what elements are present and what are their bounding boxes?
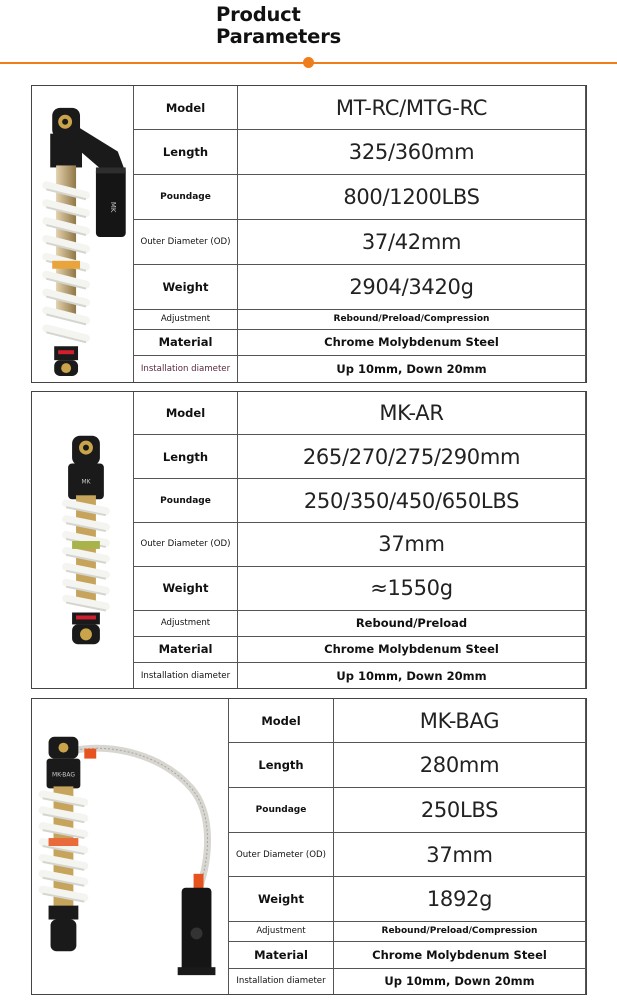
spec-value: 2904/3420g (238, 264, 586, 309)
spec-label: Outer Diameter (OD) (134, 522, 238, 566)
spec-row (134, 175, 586, 220)
product-photo-shock-piggyback (32, 86, 136, 382)
spec-label: Installation diameter (134, 356, 238, 382)
spec-label: Length (229, 743, 334, 788)
divider-dot (303, 57, 314, 68)
spec-row (134, 264, 586, 309)
spec-row (229, 941, 586, 968)
spec-table-3 (228, 699, 586, 994)
spec-value: 250LBS (334, 787, 586, 832)
spec-value: Up 10mm, Down 20mm (238, 663, 586, 688)
spec-row (134, 86, 586, 130)
spec-row (229, 968, 586, 994)
product-card-1 (31, 85, 587, 383)
spec-value: Rebound/Preload (238, 610, 586, 636)
spec-label: Installation diameter (229, 968, 334, 994)
spec-row (134, 479, 586, 523)
spec-row (134, 636, 586, 662)
spec-value: MK-AR (238, 392, 586, 435)
spec-row (229, 787, 586, 832)
spec-label: Weight (229, 877, 334, 922)
spec-table-1 (133, 86, 586, 382)
spec-label: Installation diameter (134, 663, 238, 688)
spec-label: Poundage (229, 787, 334, 832)
shock-absorber-image (32, 699, 229, 994)
spec-value: 325/360mm (238, 130, 586, 175)
spec-row (134, 522, 586, 566)
spec-value: Chrome Molybdenum Steel (238, 636, 586, 662)
spec-value: 800/1200LBS (238, 175, 586, 220)
spec-value: 37mm (238, 522, 586, 566)
spec-row (134, 566, 586, 610)
spec-value: MK-BAG (334, 699, 586, 743)
product-card-2 (31, 391, 587, 689)
spec-label: Adjustment (229, 922, 334, 942)
spec-value: Rebound/Preload/Compression (334, 922, 586, 942)
page-title-line-2: Parameters (216, 25, 342, 48)
spec-label: Material (134, 329, 238, 356)
spec-value: Rebound/Preload/Compression (238, 309, 586, 329)
spec-row (134, 309, 586, 329)
spec-value: Up 10mm, Down 20mm (238, 356, 586, 382)
spec-label: Model (134, 86, 238, 130)
spec-label: Outer Diameter (OD) (229, 832, 334, 877)
spec-value: 250/350/450/650LBS (238, 479, 586, 523)
shock-absorber-image (32, 392, 136, 688)
spec-label: Model (134, 392, 238, 435)
svg-text:MK: MK (81, 478, 91, 486)
spec-value: 280mm (334, 743, 586, 788)
spec-label: Adjustment (134, 309, 238, 329)
spec-row (134, 610, 586, 636)
spec-value: 265/270/275/290mm (238, 435, 586, 479)
page-title (216, 4, 341, 48)
spec-value: 37mm (334, 832, 586, 877)
spec-row (134, 329, 586, 356)
product-card-3 (31, 698, 587, 995)
svg-text:MK: MK (108, 201, 117, 213)
spec-label: Material (229, 941, 334, 968)
spec-label: Adjustment (134, 610, 238, 636)
spec-row (134, 435, 586, 479)
spec-row (229, 832, 586, 877)
spec-label: Material (134, 636, 238, 662)
spec-label: Poundage (134, 479, 238, 523)
svg-text:MK-BAG: MK-BAG (51, 771, 75, 779)
spec-value: Chrome Molybdenum Steel (334, 941, 586, 968)
spec-row (134, 663, 586, 688)
spec-value: Chrome Molybdenum Steel (238, 329, 586, 356)
spec-row (134, 130, 586, 175)
spec-row (134, 356, 586, 382)
spec-value: Up 10mm, Down 20mm (334, 968, 586, 994)
spec-label: Length (134, 435, 238, 479)
spec-row (229, 877, 586, 922)
spec-label: Weight (134, 566, 238, 610)
product-photo-shock-remote-reservoir (32, 699, 229, 994)
spec-label: Length (134, 130, 238, 175)
spec-row (134, 392, 586, 435)
spec-value: 37/42mm (238, 220, 586, 265)
spec-label: Model (229, 699, 334, 743)
spec-label: Outer Diameter (OD) (134, 220, 238, 265)
spec-label: Weight (134, 264, 238, 309)
spec-row (229, 922, 586, 942)
shock-absorber-image (32, 86, 136, 382)
spec-label: Poundage (134, 175, 238, 220)
spec-row (229, 699, 586, 743)
spec-table-2 (133, 392, 586, 688)
page-title-line-1: Product (216, 3, 301, 26)
spec-row (229, 743, 586, 788)
product-photo-shock-compact (32, 392, 136, 688)
spec-value: MT-RC/MTG-RC (238, 86, 586, 130)
spec-row (134, 220, 586, 265)
spec-value: 1892g (334, 877, 586, 922)
spec-value: ≈1550g (238, 566, 586, 610)
